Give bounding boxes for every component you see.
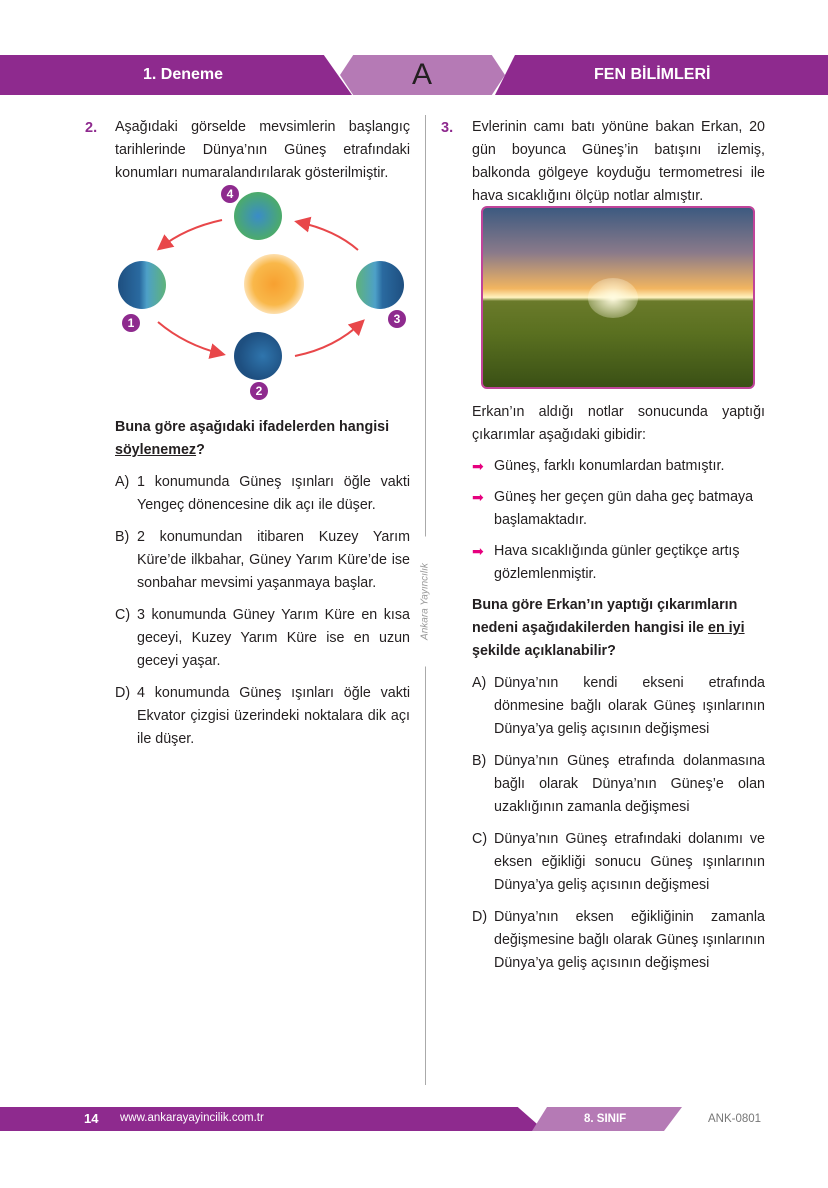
option-b[interactable]: B) 2 konumundan itibaren Kuzey Yarım Küre’de ilkbahar, Güney Yarım Küre’de ise sonbahar mevsimi yaşanmaya başlar. bbox=[115, 529, 410, 591]
seasons-diagram bbox=[100, 180, 420, 410]
exam-title: 1. Deneme bbox=[143, 66, 224, 83]
booklet-code: ANK-0801 bbox=[708, 1113, 762, 1125]
website-link[interactable]: www.ankarayayincilik.com.tr bbox=[120, 1112, 264, 1124]
earth-position-1 bbox=[118, 261, 166, 309]
earth-position-3 bbox=[356, 261, 404, 309]
option-d[interactable]: D) 4 konumunda Güneş ışınları öğle vakti Ekvator çizgisi üzerindeki noktalara dik açı ile düşer. bbox=[115, 685, 410, 747]
question-2-prompt: Buna göre aşağıdaki ifadelerden hangisi söylenemez? bbox=[115, 419, 390, 458]
arrow-icon: ➡ bbox=[472, 489, 484, 505]
question-3 bbox=[472, 116, 765, 208]
page-number: 14 bbox=[84, 1111, 99, 1126]
grade-label: 8. SINIF bbox=[584, 1113, 627, 1125]
earth-position-4 bbox=[234, 192, 282, 240]
question-2 bbox=[115, 116, 410, 185]
option-c[interactable]: C) 3 konumunda Güney Yarım Küre en kısa geceyi, Kuzey Yarım Küre ise en uzun geceyi yaşar. bbox=[115, 607, 410, 669]
position-label-4: 4 bbox=[221, 185, 239, 203]
option-a[interactable]: A) Dünya’nın kendi ekseni etrafında dönmesine bağlı olarak Güneş ışınlarının Dünya’ya geliş açısının değişmesi bbox=[472, 675, 765, 737]
question-3-body bbox=[472, 401, 765, 975]
position-label-2: 2 bbox=[250, 382, 268, 400]
question-3-intro: Erkan’ın aldığı notlar sonucunda yaptığı çıkarımlar aşağıdaki gibidir: bbox=[472, 404, 765, 443]
option-d[interactable]: D) Dünya’nın eksen eğikliğinin zamanla değişmesine bağlı olarak Güneş ışınlarının Dünya’ya geliş açısının değişmesi bbox=[472, 909, 765, 971]
booklet-letter: A bbox=[412, 58, 433, 91]
option-c[interactable]: C) Dünya’nın Güneş etrafındaki dolanımı ve eksen eğikliği sonucu Güneş ışınlarının Dünya’ya geliş açısının değişmesi bbox=[472, 831, 765, 893]
option-b[interactable]: B) Dünya’nın Güneş etrafında dolanmasına bağlı olarak Dünya’nın Güneş’e olan uzaklığının zamanla değişmesi bbox=[472, 753, 765, 815]
footer-band bbox=[0, 1107, 545, 1131]
sun-glow bbox=[588, 278, 638, 318]
position-label-1: 1 bbox=[122, 314, 140, 332]
inference-2: ➡ Güneş her geçen gün daha geç batmaya başlamaktadır. bbox=[472, 486, 765, 532]
question-2-body bbox=[115, 416, 410, 751]
inference-1: ➡ Güneş, farklı konumlardan batmıştır. bbox=[472, 455, 765, 478]
earth-position-2 bbox=[234, 332, 282, 380]
inference-3: ➡ Hava sıcaklığında günler geçtikçe artış gözlemlenmiştir. bbox=[472, 540, 765, 586]
subject-title: FEN BİLİMLERİ bbox=[594, 66, 711, 83]
arrow-icon: ➡ bbox=[472, 458, 484, 474]
arrow-icon: ➡ bbox=[472, 543, 484, 559]
question-3-stem: Evlerinin camı batı yönüne bakan Erkan, 20 gün boyunca Güneş’in batışını izlemiş, balkonda gölgeye koyduğu termometresi ile hava sıcaklığını ölçüp notlar almıştır. bbox=[472, 119, 765, 204]
sun bbox=[244, 254, 304, 314]
sunset-field-photo bbox=[481, 206, 755, 389]
question-3-number: 3. bbox=[441, 120, 454, 136]
question-2-number: 2. bbox=[85, 120, 98, 136]
option-a[interactable]: A) 1 konumunda Güneş ışınları öğle vakti Yengeç dönencesine dik açı ile düşer. bbox=[115, 474, 410, 513]
question-3-prompt: Buna göre Erkan’ın yaptığı çıkarımların nedeni aşağıdakilerden hangisi ile en iyi şekilde açıklanabilir? bbox=[472, 597, 745, 659]
position-label-3: 3 bbox=[388, 310, 406, 328]
orbit-arrows bbox=[100, 180, 420, 410]
watermark: Ankara Yayıncılık bbox=[420, 537, 431, 667]
question-2-stem: Aşağıdaki görselde mevsimlerin başlangıç tarihlerinde Dünya’nın Güneş etrafındaki konumları numaralandırılarak gösterilmiştir. bbox=[115, 119, 410, 181]
